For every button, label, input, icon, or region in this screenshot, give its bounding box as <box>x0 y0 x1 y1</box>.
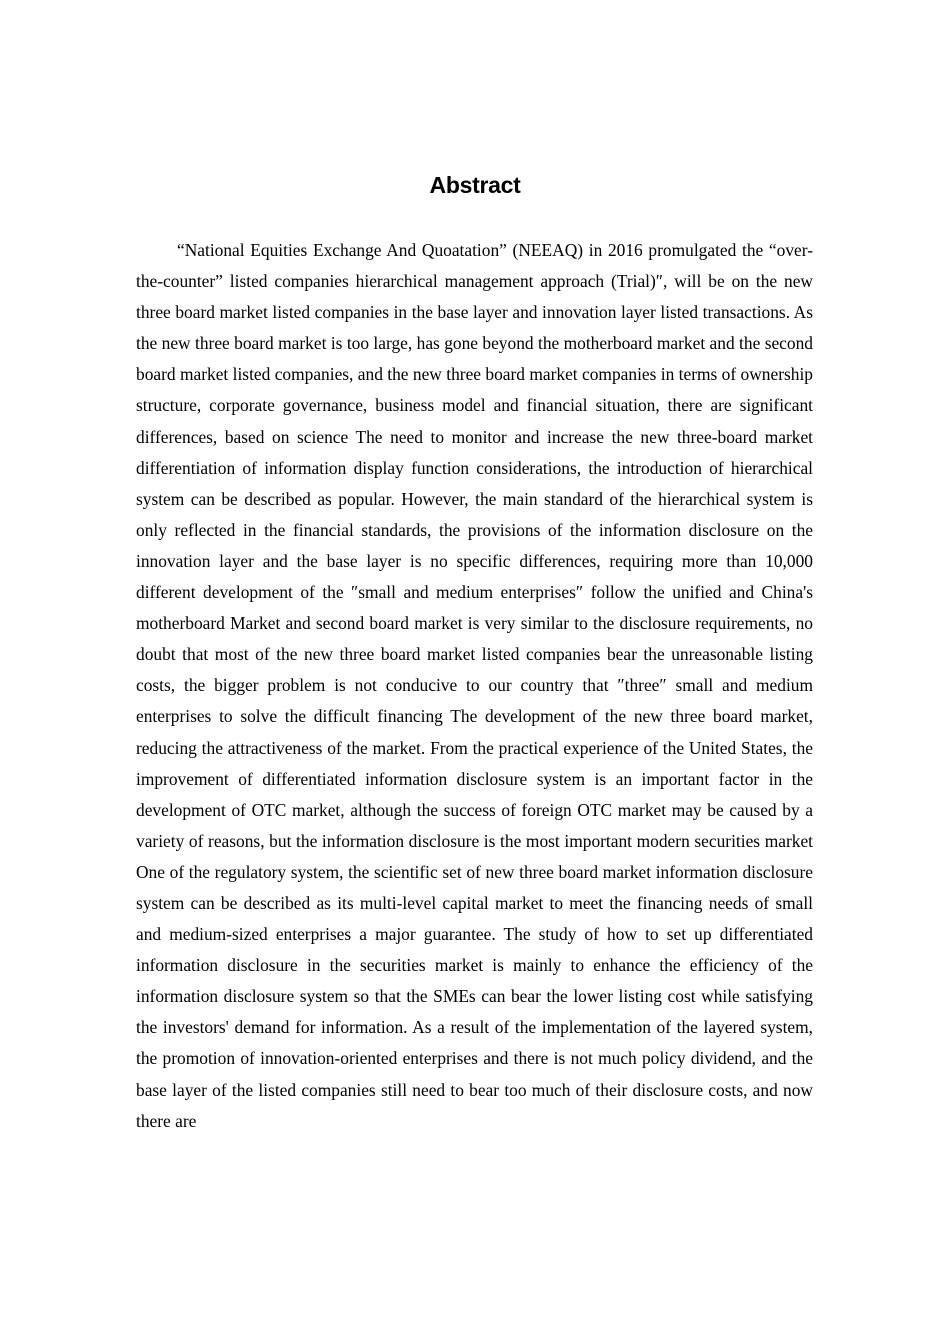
abstract-title: Abstract <box>429 172 521 198</box>
abstract-paragraph: “National Equities Exchange And Quoatation” (NEEAQ) in 2016 promulgated the “over-the-counter” listed companies hierarchical management approach (Trial)″, will be on the new three board market listed companies in the base layer and innovation layer listed transactions. As the new three board market is too large, has gone beyond the motherboard market and the second board market listed companies, and the new three board market companies in terms of ownership structure, corporate governance, business model and financial situation, there are significant differences, based on science The need to monitor and increase the new three-board market differentiation of information display function considerations, the introduction of hierarchical system can be described as popular. However, the main standard of the hierarchical system is only reflected in the financial standards, the provisions of the information disclosure on the innovation layer and the base layer is no specific differences, requiring more than 10,000 different development of the ″small and medium enterprises″ follow the unified and China's motherboard Market and second board market is very similar to the disclosure requirements, no doubt that most of the new three board market listed companies bear the unreasonable listing costs, the bigger problem is not conducive to our country that ″three″ small and medium enterprises to solve the difficult financing The development of the new three board market, reducing the attractiveness of the market. From the practical experience of the United States, the improvement of differentiated information disclosure system is an important factor in the development of OTC market, although the success of foreign OTC market may be caused by a variety of reasons, but the information disclosure is the most important modern securities market One of the regulatory system, the scientific set of new three board market information disclosure system can be described as its multi-level capital market to meet the financing needs of small and medium-sized enterprises a major guarantee. The study of how to set up differentiated information disclosure in the securities market is mainly to enhance the efficiency of the information disclosure system so that the SMEs can bear the lower listing cost while satisfying the investors' demand for information. As a result of the implementation of the layered system, the promotion of innovation-oriented enterprises and there is not much policy dividend, and the base layer of the listed companies still need to bear too much of their disclosure costs, and now there are <box>136 240 813 1131</box>
